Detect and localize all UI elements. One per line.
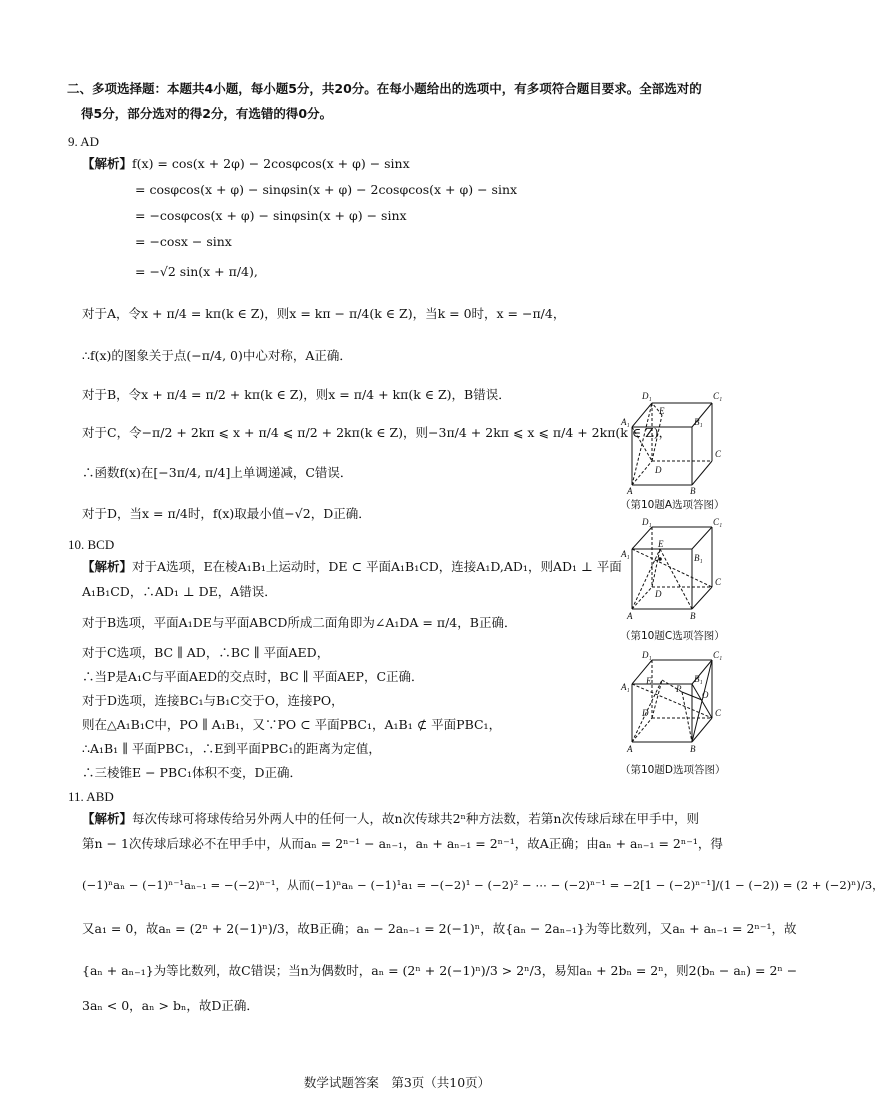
q9-option-a-line1: 对于A，令x + π/4 = kπ(k ∈ Z)，则x = kπ − π/4(k ∈ Z)，当k = 0时，x = −π/4，: [82, 306, 566, 321]
label-b1: B₁: [694, 674, 703, 684]
label-d: D: [642, 708, 649, 718]
q10-line3: 对于B选项，平面A₁DE与平面ABCD所成二面角即为∠A₁DA = π/4，B正确．: [82, 615, 517, 630]
label-a: A: [627, 611, 633, 621]
q9-line3: = −cosφcos(x + φ) − sinφsin(x + φ) − sinx: [135, 208, 407, 223]
label-e: E: [658, 539, 664, 549]
label-c: C: [715, 449, 722, 459]
analysis-tag: 【解析】: [82, 156, 133, 171]
section-header-line2: 得5分，部分选对的得2分，有选错的得0分。: [81, 106, 333, 121]
figure-d-caption: （第10题D选项答图）: [620, 764, 726, 776]
label-e: E: [646, 676, 652, 686]
q11-answer: 11. ABD: [68, 789, 114, 804]
q9-line1: [82, 155, 410, 173]
section-header-line1: 二、多项选择题：本题共4小题，每小题5分，共20分。在每小题给出的选项中，有多项符合题目要求。全部选对的: [67, 81, 702, 96]
q9-option-c-line2: ∴函数f(x)在[−3π/4, π/4]上单调递减，C错误．: [82, 465, 353, 480]
label-d1: D₁: [642, 391, 652, 401]
label-d: D: [655, 465, 662, 475]
label-a: A: [627, 744, 633, 754]
q10-answer: 10. BCD: [68, 537, 115, 552]
label-b: B: [690, 611, 696, 621]
point-marker: [658, 557, 662, 561]
q11-line2: 第n − 1次传球后球必不在甲手中，从而aₙ = 2ⁿ⁻¹ − aₙ₋₁，aₙ + aₙ₋₁ = 2ⁿ⁻¹，故A正确；由aₙ + aₙ₋₁ = 2ⁿ⁻¹，得: [82, 836, 723, 851]
q10-line1: [82, 558, 622, 576]
label-b1: B₁: [694, 417, 703, 427]
q9-line4: = −cosx − sinx: [135, 234, 232, 249]
label-a1: A₁: [621, 417, 630, 427]
q9-formula-1: f(x) = cos(x + 2φ) − 2cosφcos(x + φ) − sinx: [132, 156, 410, 171]
label-b1: B₁: [694, 553, 703, 563]
figure-c-caption: （第10题C选项答图）: [620, 630, 725, 642]
label-b: B: [690, 744, 696, 754]
label-a: A: [627, 486, 633, 496]
q10-line5: ∴当P是A₁C与平面AED的交点时，BC ∥ 平面AEP，C正确．: [82, 669, 424, 684]
label-o: O: [702, 690, 709, 700]
label-c1: C₁: [713, 517, 723, 527]
label-a1: A₁: [621, 682, 630, 692]
q9-option-b: 对于B，令x + π/4 = π/2 + kπ(k ∈ Z)，则x = π/4 + kπ(k ∈ Z)，B错误．: [82, 387, 511, 402]
q11-text-1: 每次传球可将球传给另外两人中的任何一人，故n次传球共2ⁿ种方法数，若第n次传球后球在甲手中，则: [132, 811, 699, 826]
cube-figure-d: [612, 650, 732, 760]
q10-line2: A₁B₁CD，∴AD₁ ⊥ DE，A错误．: [82, 584, 277, 599]
analysis-tag: 【解析】: [82, 559, 133, 574]
q10-line6: 对于D选项，连接BC₁与B₁C交于O，连接PO，: [82, 693, 344, 708]
label-c: C: [715, 708, 722, 718]
q9-answer: 9. AD: [68, 134, 100, 149]
page-footer: 数学试题答案 第3页（共10页）: [303, 1075, 491, 1090]
q10-text-1: 对于A选项，E在棱A₁B₁上运动时，DE ⊂ 平面A₁B₁CD，连接A₁D,AD₁，则AD₁ ⊥ 平面: [132, 559, 622, 574]
q10-line4: 对于C选项，BC ∥ AD，∴BC ∥ 平面AED，: [82, 645, 330, 660]
q11-line3: (−1)ⁿaₙ − (−1)ⁿ⁻¹aₙ₋₁ = −(−2)ⁿ⁻¹，从而(−1)ⁿaₙ − (−1)¹a₁ = −(−2)¹ − (−2)² − ⋯ − (−2)ⁿ⁻¹ = −2[1 − (−2)ⁿ⁻¹]/(1 − (−2)) = (2 + (−2)ⁿ)/3，: [82, 878, 884, 892]
label-c1: C₁: [713, 391, 723, 401]
q10-line8: ∴A₁B₁ ∥ 平面PBC₁，∴E到平面PBC₁的距离为定值，: [82, 741, 381, 756]
label-d: D: [655, 589, 662, 599]
figure-a-caption: （第10题A选项答图）: [620, 499, 725, 511]
q11-line5: {aₙ + aₙ₋₁}为等比数列，故C错误；当n为偶数时，aₙ = (2ⁿ + 2(−1)ⁿ)/3 > 2ⁿ/3，易知aₙ + 2bₙ = 2ⁿ，则2(bₙ − aₙ) = 2ⁿ −: [82, 963, 798, 978]
q10-line7: 则在△A₁B₁C中，PO ∥ A₁B₁，又∵PO ⊂ 平面PBC₁，A₁B₁ ⊄ 平面PBC₁，: [82, 717, 502, 732]
q9-option-d: 对于D，当x = π/4时，f(x)取最小值−√2，D正确．: [82, 506, 371, 521]
label-a1: A₁: [621, 549, 630, 559]
label-p: P: [676, 684, 682, 694]
analysis-tag: 【解析】: [82, 811, 133, 826]
label-d1: D₁: [642, 517, 652, 527]
label-c1: C₁: [713, 650, 723, 660]
q11-line1: [82, 810, 699, 828]
q11-line4: 又a₁ = 0，故aₙ = (2ⁿ + 2(−1)ⁿ)/3，故B正确；aₙ − 2aₙ₋₁ = 2(−1)ⁿ，故{aₙ − 2aₙ₋₁}为等比数列，又aₙ + aₙ₋₁ = 2ⁿ⁻¹，故: [82, 921, 797, 936]
label-c: C: [715, 577, 722, 587]
q11-line6: 3aₙ < 0，aₙ > bₙ，故D正确．: [82, 998, 259, 1013]
label-b: B: [690, 486, 696, 496]
q10-line9: ∴三棱锥E − PBC₁体积不变，D正确．: [82, 765, 302, 780]
label-e: E: [659, 406, 665, 416]
q9-option-c-line1: 对于C，令−π/2 + 2kπ ⩽ x + π/4 ⩽ π/2 + 2kπ(k ∈ Z)，则−3π/4 + 2kπ ⩽ x ⩽ π/4 + 2kπ(k ∈ Z)，: [82, 425, 672, 440]
q9-option-a-line2: ∴f(x)的图象关于点(−π/4, 0)中心对称，A正确．: [82, 348, 352, 363]
label-d1: D₁: [642, 650, 652, 660]
cube-figure-a: [612, 385, 732, 495]
cube-figure-c: [612, 517, 732, 627]
q9-line2: = cosφcos(x + φ) − sinφsin(x + φ) − 2cosφcos(x + φ) − sinx: [135, 182, 518, 197]
q9-line5: = −√2 sin(x + π/4),: [135, 264, 258, 279]
